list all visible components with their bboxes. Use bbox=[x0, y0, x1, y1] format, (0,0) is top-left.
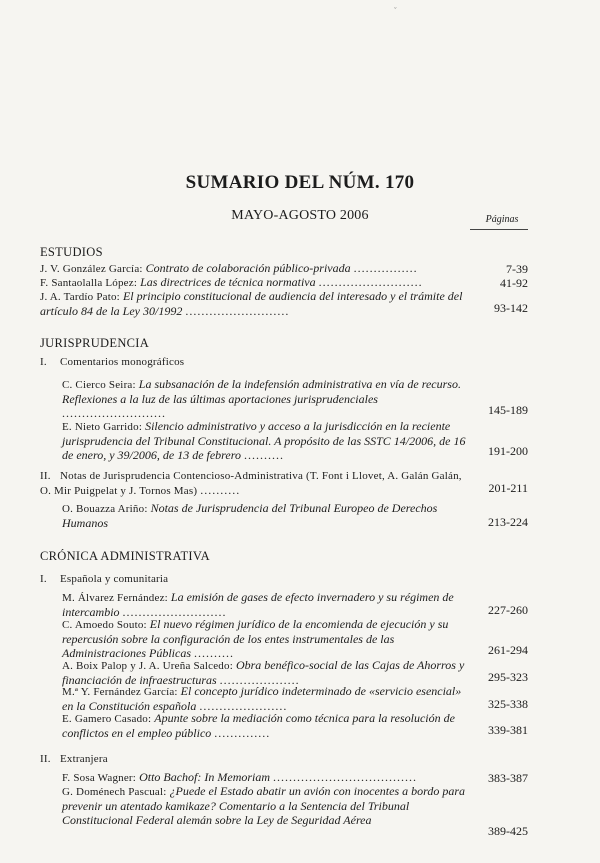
entry-author: M. Álvarez Fernández: bbox=[62, 592, 168, 604]
entry-pages: 383-387 bbox=[488, 771, 528, 785]
entry-title: Obra benéfico-social de las Cajas de Ahorros y financiación de infraestructuras bbox=[62, 658, 465, 687]
entry-author: C. Cierco Seira: bbox=[62, 379, 136, 391]
subsection-number: I. bbox=[40, 356, 47, 368]
entry-author: C. Amoedo Souto: bbox=[62, 619, 147, 631]
subsection-label: Comentarios monográficos bbox=[60, 356, 185, 368]
leader-dots: .................................... bbox=[273, 770, 418, 784]
subsection-label: Española y comunitaria bbox=[60, 573, 169, 585]
leader-dots: .......... bbox=[200, 482, 241, 497]
toc-entry[interactable] bbox=[40, 290, 466, 319]
leader-dots: .......... bbox=[194, 645, 234, 660]
entry-author: E. Gamero Casado: bbox=[62, 713, 152, 725]
issue-date: MAYO-AGOSTO 2006 bbox=[231, 208, 369, 223]
section-heading-estudios: ESTUDIOS bbox=[40, 245, 103, 259]
toc-entry[interactable] bbox=[62, 378, 468, 420]
entry-title: Notas de Jurisprudencia del Tribunal Europeo de Derechos Humanos bbox=[62, 501, 438, 530]
speck-mark: ˇ bbox=[394, 6, 397, 15]
subsection-heading bbox=[40, 469, 466, 499]
leader-dots: .......................... bbox=[122, 604, 227, 619]
entry-author: F. Santaolalla López: bbox=[40, 277, 138, 289]
entry-title: Contrato de colaboración público-privada bbox=[145, 261, 351, 275]
entry-author: M.ª Y. Fernández García: bbox=[62, 686, 178, 698]
toc-entry[interactable] bbox=[62, 618, 468, 660]
entry-pages: 261-294 bbox=[488, 643, 528, 657]
entry-pages: 295-323 bbox=[488, 670, 528, 684]
entry-title: Otto Bachof: In Memoriam bbox=[139, 770, 271, 784]
entry-pages: 7-39 bbox=[506, 262, 528, 276]
entry-title: La subsanación de la indefensión administrativa en vía de recurso. Reflexiones a la luz de las últimas aportaciones jurisprudenciales bbox=[62, 377, 461, 406]
toc-entry[interactable] bbox=[62, 591, 468, 620]
leader-dots: .................... bbox=[219, 672, 300, 687]
subsection-heading bbox=[40, 753, 108, 765]
entry-title: Las directrices de técnica normativa bbox=[140, 275, 316, 289]
leader-dots: .......................... bbox=[185, 303, 290, 318]
entry-author: F. Sosa Wagner: bbox=[62, 772, 137, 784]
entry-pages: 145-189 bbox=[488, 403, 528, 417]
entry-author: G. Doménech Pascual: bbox=[62, 786, 167, 798]
pages-column-label: Páginas bbox=[485, 214, 519, 225]
subsection-number: I. bbox=[40, 573, 47, 585]
entry-title: Apunte sobre la mediación como técnica para la resolución de conflictos en el empleo público bbox=[62, 711, 455, 740]
pages-column-rule bbox=[470, 229, 528, 230]
entry-pages: 339-381 bbox=[488, 723, 528, 737]
entry-pages: 389-425 bbox=[488, 824, 528, 838]
entry-pages: 201-211 bbox=[488, 481, 528, 495]
entry-pages: 191-200 bbox=[488, 444, 528, 458]
subsection-heading bbox=[40, 573, 168, 585]
toc-entry[interactable] bbox=[62, 785, 468, 827]
entry-author: J. A. Tardío Pato: bbox=[40, 291, 120, 303]
section-heading-jurisprudencia: JURISPRUDENCIA bbox=[40, 336, 150, 350]
entry-author: O. Bouazza Ariño: bbox=[62, 503, 148, 515]
toc-entry[interactable] bbox=[62, 502, 468, 531]
leader-dots: .......................... bbox=[318, 275, 423, 289]
toc-entry[interactable] bbox=[62, 685, 468, 714]
entry-author: J. V. González García: bbox=[40, 263, 143, 275]
entry-pages: 213-224 bbox=[488, 515, 528, 529]
leader-dots: .......................... bbox=[62, 405, 166, 420]
subsection-label: Extranjera bbox=[60, 753, 108, 765]
entry-title: El nuevo régimen jurídico de la encomienda de ejecución y su repercusión sobre la configuración de los entes instrumentales de las Administraciones Públicas bbox=[62, 617, 449, 660]
entry-title: ¿Puede el Estado abatir un avión con inocentes a bordo para prevenir un atentado kamikaze? Comentario a la Sentencia del Tribunal Constitucional Federal alemán sobre la Ley de Seguridad Aérea bbox=[62, 784, 466, 827]
entry-title: El concepto jurídico indeterminado de «servicio esencial» en la Constitución española bbox=[62, 684, 462, 713]
leader-dots: ...................... bbox=[199, 698, 288, 713]
entry-pages: 41-92 bbox=[500, 276, 528, 290]
entry-title: La emisión de gases de efecto invernadero y su régimen de intercambio bbox=[62, 590, 454, 619]
subsection-heading bbox=[40, 356, 184, 368]
entry-title: Silencio administrativo y acceso a la jurisdicción en la reciente jurisprudencia del Tribunal Constitucional. A propósito de las SSTC 14/2006, de 16 de enero, y 39/2006, de 13 de febrero bbox=[62, 419, 466, 462]
entry-author: E. Nieto Garrido: bbox=[62, 421, 143, 433]
section-heading-cronica: CRÓNICA ADMINISTRATIVA bbox=[40, 549, 210, 563]
leader-dots: .............. bbox=[214, 725, 271, 740]
subsection-number: II. bbox=[40, 753, 51, 765]
toc-entry[interactable] bbox=[62, 712, 468, 741]
entry-pages: 325-338 bbox=[488, 697, 528, 711]
page-title: SUMARIO DEL NÚM. 170 bbox=[185, 172, 415, 193]
leader-dots: .......... bbox=[243, 447, 284, 462]
entry-pages: 227-260 bbox=[488, 603, 528, 617]
entry-pages: 93-142 bbox=[494, 301, 528, 315]
entry-author: A. Boix Palop y J. A. Ureña Salcedo: bbox=[62, 660, 233, 672]
subsection-label: Notas de Jurisprudencia Contencioso-Administrativa (T. Font i Llovet, A. Galán Galán, O. Mir Puigpelat y J. Tornos Mas) bbox=[40, 470, 462, 497]
entry-title: El principio constitucional de audiencia del interesado y el trámite del artículo 84 de la Ley 30/1992 bbox=[40, 289, 463, 318]
toc-entry[interactable] bbox=[62, 420, 468, 462]
leader-dots: ................ bbox=[353, 261, 418, 275]
subsection-number: II. bbox=[40, 470, 51, 482]
